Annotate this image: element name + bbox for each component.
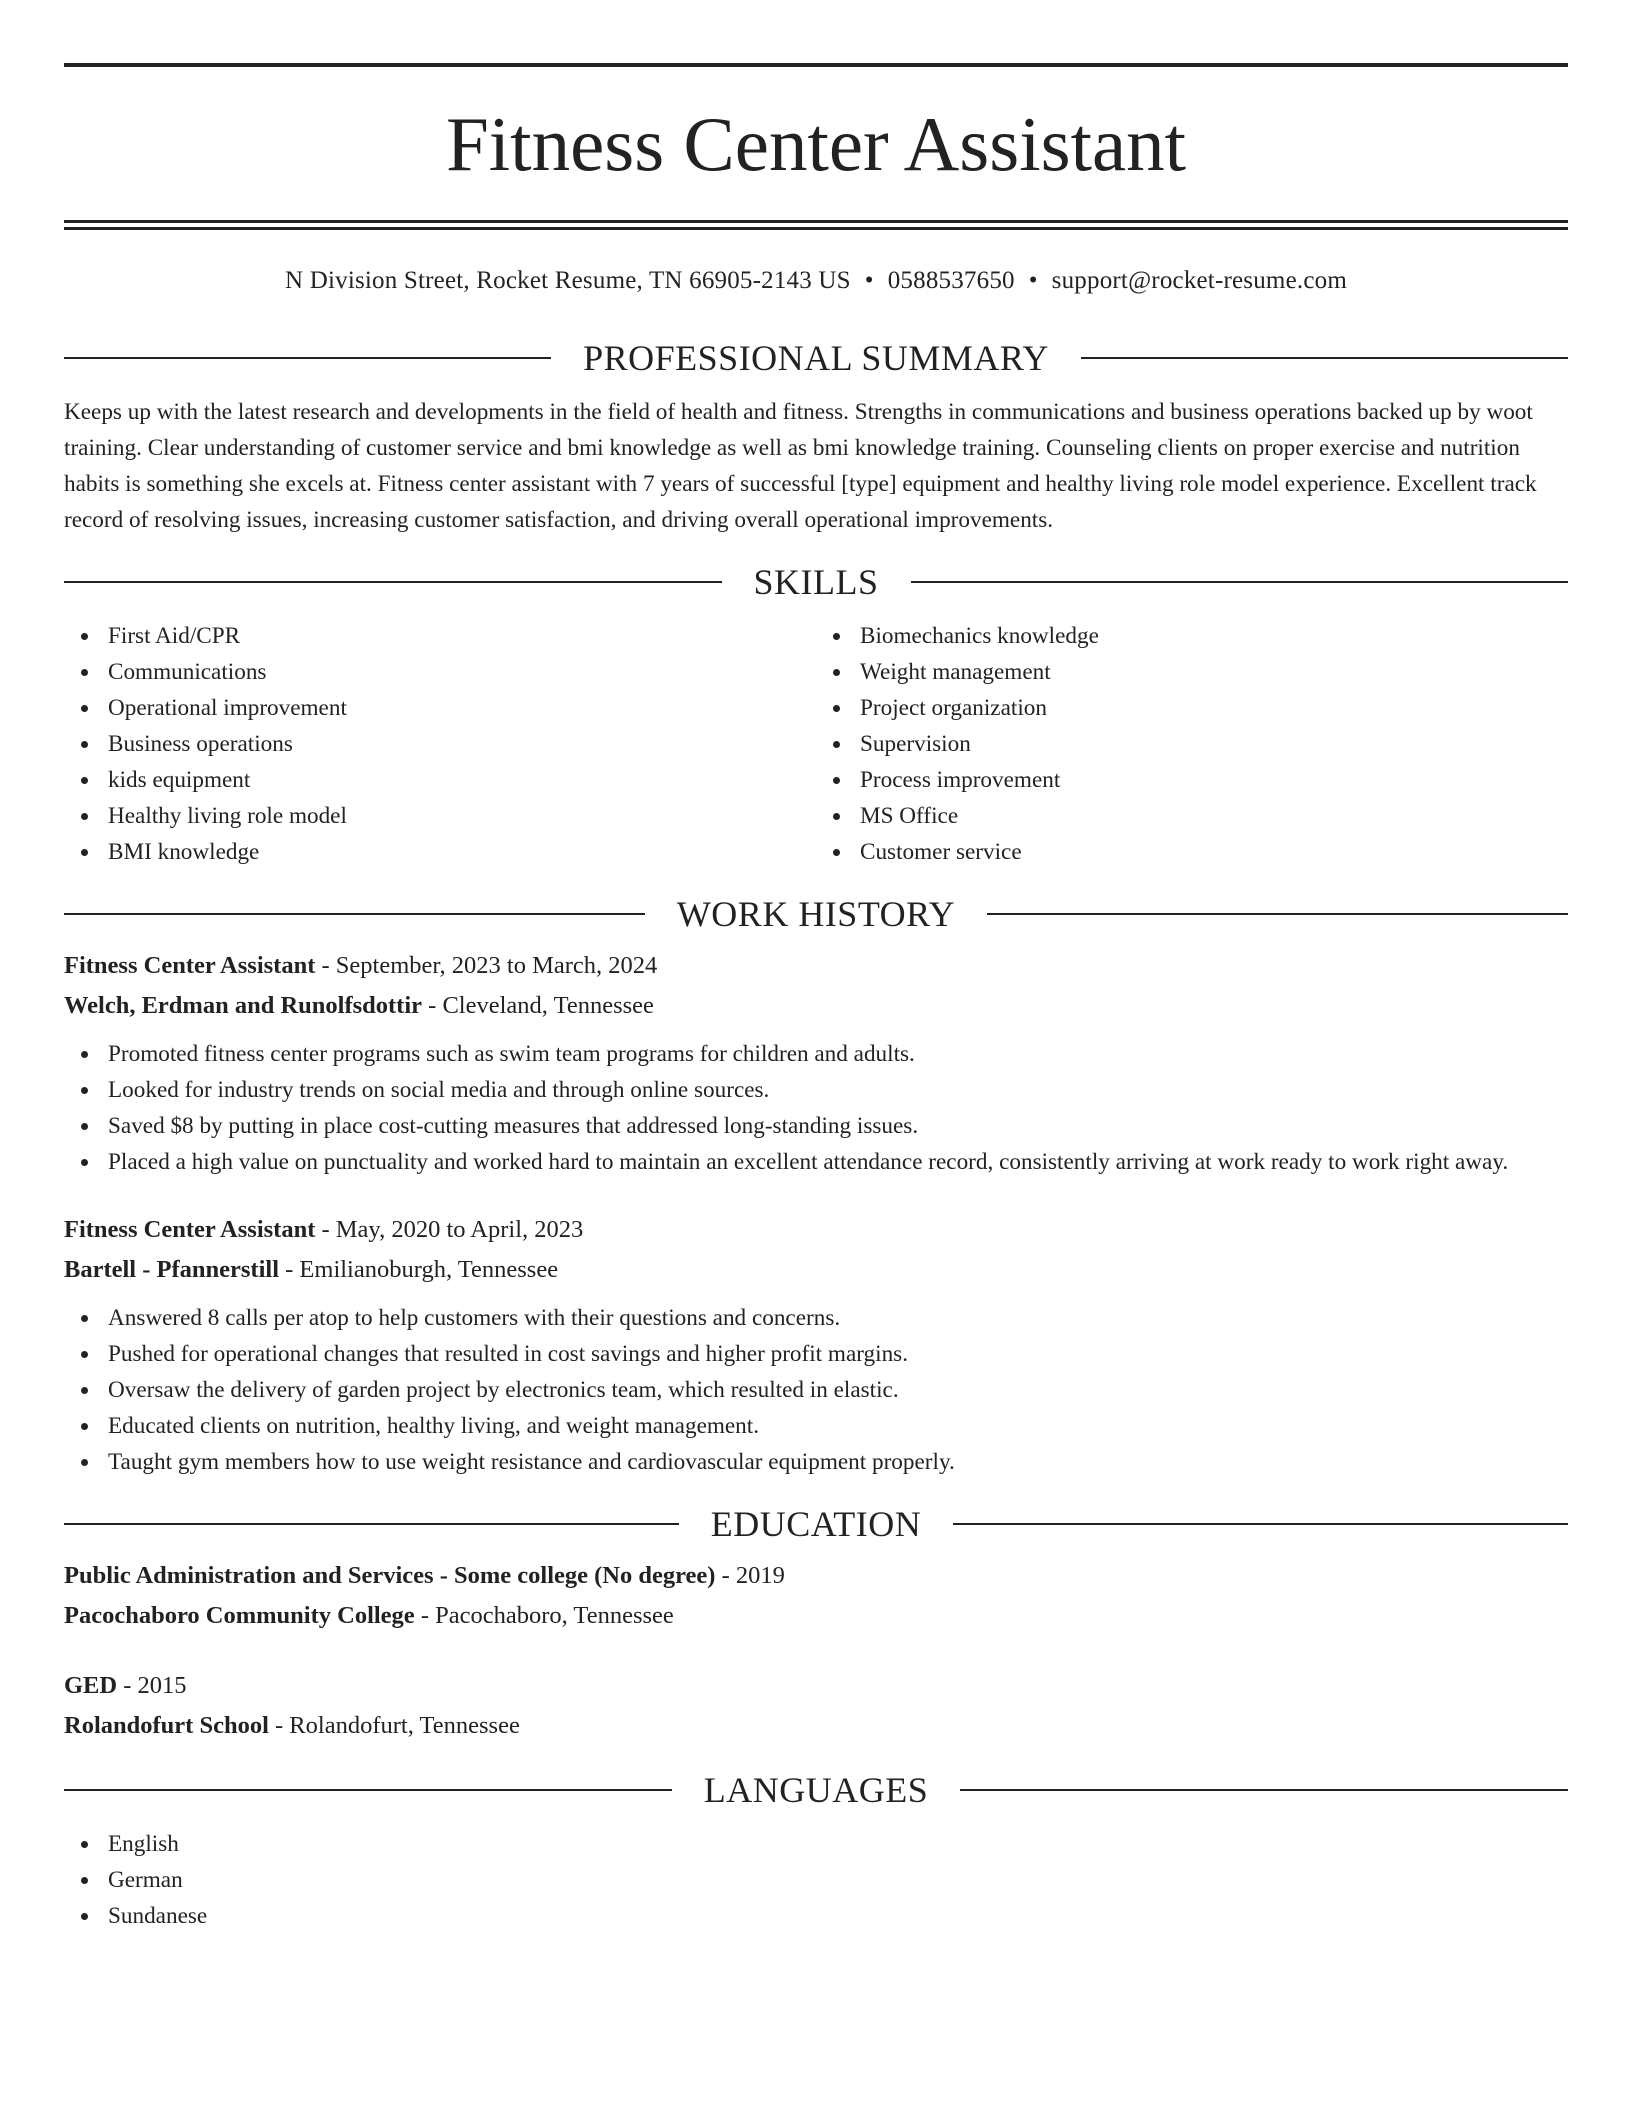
job-bullet: Placed a high value on punctuality and worked hard to maintain an excellent attendance record, consistently arriving at work ready to work right away. <box>108 1144 1568 1180</box>
section-title: PROFESSIONAL SUMMARY <box>583 338 1049 378</box>
education-entry <box>64 1556 1568 1636</box>
section-title: EDUCATION <box>710 1504 922 1544</box>
skill-item: Weight management <box>860 654 1568 690</box>
education-school-line <box>64 1596 1568 1636</box>
language-item: Sundanese <box>108 1898 1568 1934</box>
heading-rule-left <box>64 1789 672 1791</box>
contact-separator: • <box>1028 267 1038 294</box>
language-item: English <box>108 1826 1568 1862</box>
education-location: - Rolandofurt, Tennessee <box>268 1712 520 1739</box>
skill-item: First Aid/CPR <box>108 618 816 654</box>
job-company-line <box>64 1250 1568 1290</box>
job-bullet: Pushed for operational changes that resulted in cost savings and higher profit margins. <box>108 1336 1568 1372</box>
job-bullet: Looked for industry trends on social media and through online sources. <box>108 1072 1568 1108</box>
summary-text: Keeps up with the latest research and developments in the field of health and fitness. Strengths in communications and business operations backed up by woot training. Clear understanding of customer service and bmi knowledge as well as bmi knowledge training. Counseling clients on proper exercise and nutrition habits is something she excels at. Fitness center assistant with 7 years of successful [type] equipment and healthy living role model experience. Excellent track record of resolving issues, increasing customer satisfaction, and driving overall operational improvements. <box>64 399 1537 533</box>
job-bullet: Promoted fitness center programs such as swim team programs for children and adults. <box>108 1036 1568 1072</box>
section-title: WORK HISTORY <box>676 894 956 934</box>
job-bullet: Taught gym members how to use weight resistance and cardiovascular equipment properly. <box>108 1444 1568 1480</box>
skills-list-right <box>816 618 1568 870</box>
education-entry <box>64 1666 1568 1746</box>
section-heading-work-history <box>64 892 1568 936</box>
skill-item: kids equipment <box>108 762 816 798</box>
skills-columns <box>64 618 1568 870</box>
job-dates: - May, 2020 to April, 2023 <box>315 1216 584 1243</box>
skill-item: Operational improvement <box>108 690 816 726</box>
heading-rule-right <box>911 581 1569 583</box>
resume-title: Fitness Center Assistant <box>445 101 1187 187</box>
education-school: Pacochaboro Community College <box>64 1602 415 1629</box>
heading-rule-right <box>1081 357 1568 359</box>
heading-rule-left <box>64 357 551 359</box>
contact-address: N Division Street, Rocket Resume, TN 66905-2143 US <box>285 267 851 294</box>
job-company: Welch, Erdman and Runolfsdottir <box>64 992 423 1019</box>
heading-rule-right <box>960 1789 1568 1791</box>
job-bullets <box>64 1036 1568 1180</box>
education-degree: GED <box>64 1672 118 1699</box>
contact-separator: • <box>864 267 874 294</box>
education-school-line <box>64 1706 1568 1746</box>
job-company: Bartell - Pfannerstill <box>64 1256 280 1283</box>
education-degree-line <box>64 1666 1568 1706</box>
job-title: Fitness Center Assistant <box>64 1216 316 1243</box>
heading-rule-right <box>953 1523 1568 1525</box>
heading-rule-left <box>64 581 722 583</box>
job-location: - Emilianoburgh, Tennessee <box>279 1256 559 1283</box>
header-top-rule <box>64 63 1568 67</box>
heading-rule-left <box>64 913 645 915</box>
contact-line <box>64 264 1568 298</box>
heading-rule-left <box>64 1523 679 1525</box>
education-year: - 2019 <box>715 1562 785 1589</box>
skills-list-left <box>64 618 816 870</box>
section-heading-summary <box>64 336 1568 380</box>
header-double-rule <box>64 220 1568 230</box>
skill-item: Biomechanics knowledge <box>860 618 1568 654</box>
skill-item: Project organization <box>860 690 1568 726</box>
skill-item: Supervision <box>860 726 1568 762</box>
job-title-line <box>64 1210 1568 1250</box>
skill-item: Communications <box>108 654 816 690</box>
skill-item: MS Office <box>860 798 1568 834</box>
job-location: - Cleveland, Tennessee <box>422 992 654 1019</box>
section-heading-skills <box>64 560 1568 604</box>
language-item: German <box>108 1862 1568 1898</box>
education-degree-line <box>64 1556 1568 1596</box>
job-bullet: Oversaw the delivery of garden project by electronics team, which resulted in elastic. <box>108 1372 1568 1408</box>
section-heading-education <box>64 1502 1568 1546</box>
section-heading-languages <box>64 1768 1568 1812</box>
education-year: - 2015 <box>117 1672 187 1699</box>
job-entry <box>64 946 1568 1180</box>
skill-item: Healthy living role model <box>108 798 816 834</box>
job-entry <box>64 1210 1568 1480</box>
skill-item: Customer service <box>860 834 1568 870</box>
education-school: Rolandofurt School <box>64 1712 269 1739</box>
education-degree: Public Administration and Services - Some college (No degree) <box>64 1562 716 1589</box>
job-dates: - September, 2023 to March, 2024 <box>315 952 658 979</box>
languages-list <box>64 1826 1568 1934</box>
job-company-line <box>64 986 1568 1026</box>
section-title: SKILLS <box>753 562 879 602</box>
job-bullet: Saved $8 by putting in place cost-cutting measures that addressed long-standing issues. <box>108 1108 1568 1144</box>
skill-item: Process improvement <box>860 762 1568 798</box>
contact-email: support@rocket-resume.com <box>1051 267 1347 294</box>
job-bullets <box>64 1300 1568 1480</box>
skill-item: BMI knowledge <box>108 834 816 870</box>
job-title: Fitness Center Assistant <box>64 952 316 979</box>
job-title-line <box>64 946 1568 986</box>
skill-item: Business operations <box>108 726 816 762</box>
education-location: - Pacochaboro, Tennessee <box>414 1602 674 1629</box>
section-title: LANGUAGES <box>703 1770 929 1810</box>
contact-phone: 0588537650 <box>887 267 1015 294</box>
job-bullet: Answered 8 calls per atop to help customers with their questions and concerns. <box>108 1300 1568 1336</box>
job-bullet: Educated clients on nutrition, healthy living, and weight management. <box>108 1408 1568 1444</box>
resume-page <box>64 0 1568 1934</box>
heading-rule-right <box>987 913 1568 915</box>
